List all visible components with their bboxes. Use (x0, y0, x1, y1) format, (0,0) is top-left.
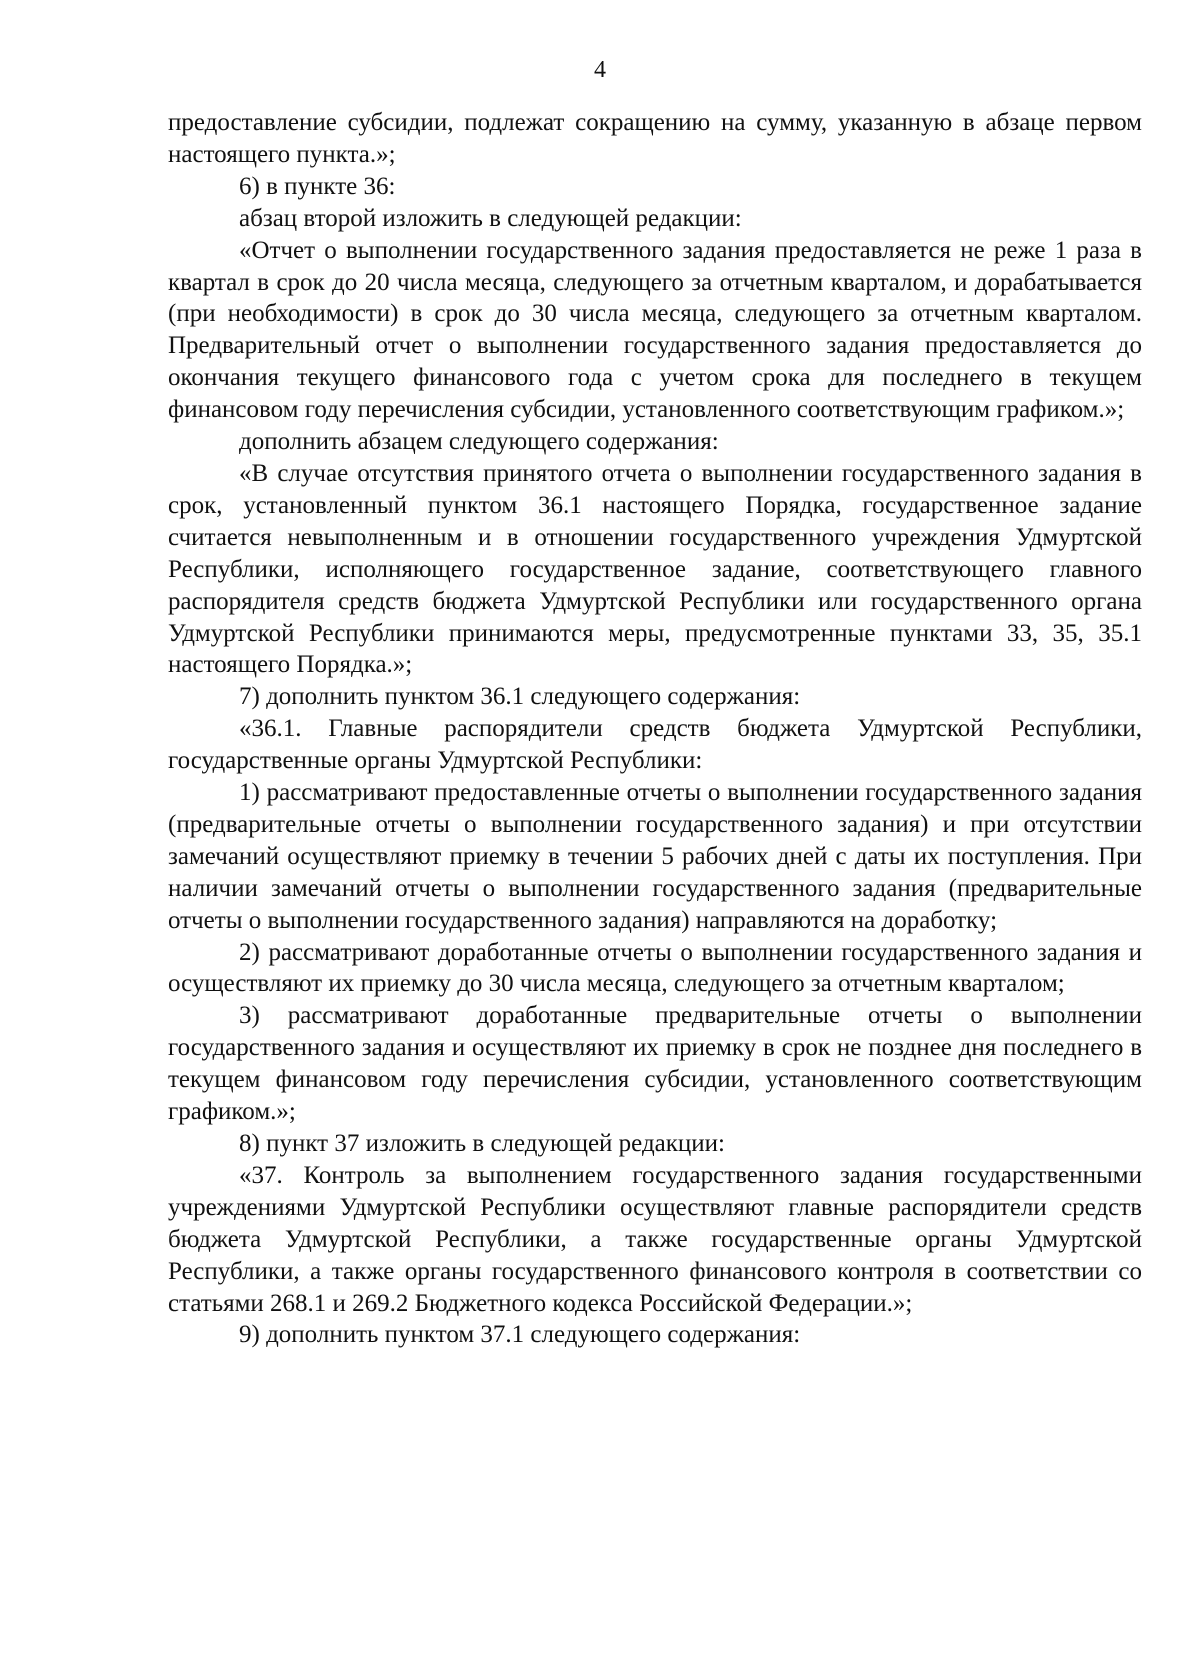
paragraph-continuation: предоставление субсидии, подлежат сокращению на сумму, указанную в абзаце первом настоящего пункта.»; (168, 109, 1142, 168)
paragraph-subitem-3: 3) рассматривают доработанные предварительные отчеты о выполнении государственного задания и осуществляют их приемку в срок не позднее дня последнего в текущем финансовом году перечисления субсидии, установленного соответствующим графиком.»; (168, 1002, 1142, 1126)
paragraph-item-8: 8) пункт 37 изложить в следующей редакции: (239, 1130, 725, 1157)
paragraph-instruction: абзац второй изложить в следующей редакции: (239, 204, 742, 232)
paragraph-item-7: 7) дополнить пунктом 36.1 следующего содержания: (239, 683, 801, 711)
paragraph-quote-absence: «В случае отсутствия принятого отчета о выполнении государственного задания в срок, установленный пунктом 36.1 настоящего Порядка, государственное задание считается невыполненным и в отношении государственного учреждения Удмуртской Республики, исполняющего государственное задание, соответствующего главного распорядителя средств бюджета Удмуртской Республики или государственного органа Удмуртской Республики принимаются меры, предусмотренные пунктами 33, 35, 35.1 настоящего Порядка.»; (168, 459, 1142, 679)
document-body (168, 107, 1142, 1351)
paragraph-quote-37: «37. Контроль за выполнением государственного задания государственными учреждениями Удмуртской Республики осуществляют главные распорядители средств бюджета Удмуртской Республики, а также государственные органы Удмуртской Республики, а также органы государственного финансового контроля в соответствии со статьями 268.1 и 269.2 Бюджетного кодекса Российской Федерации.»; (168, 1161, 1142, 1317)
page-number: 4 (594, 57, 606, 83)
paragraph-subitem-2: 2) рассматривают доработанные отчеты о выполнении государственного задания и осуществляют их приемку до 30 числа месяца, следующего за отчетным кварталом; (168, 938, 1142, 998)
paragraph-instruction: дополнить абзацем следующего содержания: (239, 428, 719, 456)
paragraph-subitem-1: 1) рассматривают предоставленные отчеты о выполнении государственного задания (предварительные отчеты о выполнении государственного задания) и при отсутствии замечаний осуществляют приемку в течении 5 рабочих дней с даты их поступления. При наличии замечаний отчеты о выполнении государственного задания (предварительные отчеты о выполнении государственного задания) направляются на доработку; (168, 779, 1142, 934)
paragraph-quote-36-1: «36.1. Главные распорядители средств бюджета Удмуртской Республики, государственные органы Удмуртской Республики: (168, 715, 1142, 775)
paragraph-quote-report: «Отчет о выполнении государственного задания предоставляется не реже 1 раза в квартал в срок до 20 числа месяца, следующего за отчетным кварталом, и дорабатывается (при необходимости) в срок до 30 числа месяца, следующего за отчетным кварталом. Предварительный отчет о выполнении государственного задания предоставляется до окончания текущего финансового года с учетом срока для последнего в текущем финансовом году перечисления субсидии, установленного соответствующим графиком.»; (168, 236, 1142, 424)
paragraph-item-6: 6) в пункте 36: (239, 172, 396, 200)
paragraph-item-9: 9) дополнить пунктом 37.1 следующего содержания: (239, 1321, 801, 1349)
